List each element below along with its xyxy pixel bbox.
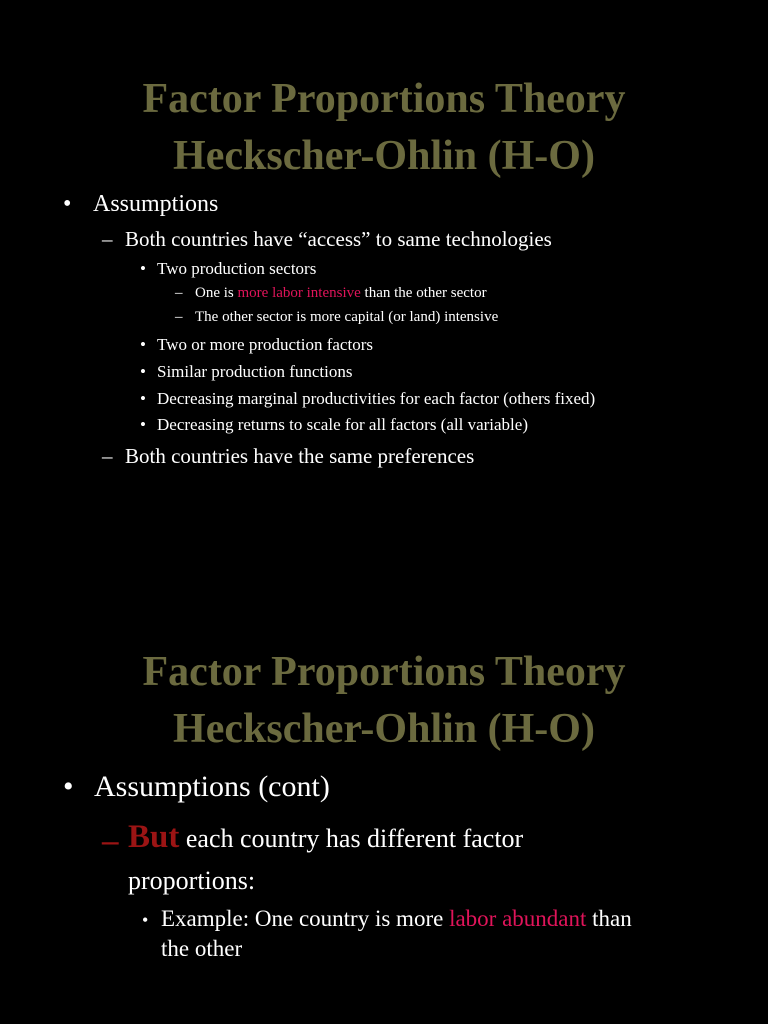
bullet-icon: • — [63, 770, 74, 803]
labor-highlight: more labor intensive — [237, 285, 361, 301]
but-rest-line-2: proportions: — [128, 866, 256, 895]
labor-pre: One is — [195, 285, 238, 301]
dash-icon: – — [102, 444, 113, 468]
bullet-icon: • — [140, 335, 146, 354]
example-post: than — [586, 906, 632, 931]
marginal-text: Decreasing marginal productivities for each factor (others fixed) — [157, 389, 596, 408]
two-sectors-text: Two production sectors — [157, 259, 317, 278]
bullet-marginal — [140, 389, 596, 409]
example-line-1 — [161, 906, 632, 932]
preferences-text: Both countries have the same preferences — [125, 444, 475, 468]
but-rest-line-1: each country has different factor — [179, 824, 524, 853]
bullet-functions — [140, 362, 353, 382]
slide-2-title-line-2: Heckscher-Ohlin (H-O) — [173, 706, 595, 752]
slide-2 — [0, 512, 768, 1024]
functions-text: Similar production functions — [157, 362, 353, 381]
labor-post: than the other sector — [360, 285, 487, 301]
bullet-preferences — [102, 444, 475, 469]
bullet-two-sectors — [140, 259, 317, 279]
slide-2-title — [0, 644, 768, 758]
bullet-example — [142, 906, 632, 932]
bullet-factors — [140, 335, 373, 355]
example-line-2 — [161, 936, 242, 962]
dash-icon: – — [102, 227, 113, 251]
slide-2-title-line-1: Factor Proportions Theory — [142, 649, 626, 695]
example-highlight: labor abundant — [449, 906, 587, 931]
slide-1-title-line-1: Factor Proportions Theory — [142, 76, 626, 122]
bullet-assumptions — [63, 191, 219, 218]
bullet-capital-intensive — [175, 309, 499, 326]
example-line-2-text: the other — [161, 936, 243, 961]
bullet-icon: • — [140, 362, 146, 381]
labor-intensive-text — [195, 285, 487, 302]
but-word: But — [128, 819, 180, 855]
dash-icon: – — [102, 823, 119, 859]
bullet-assumptions-cont — [63, 770, 330, 804]
slide-1-title — [0, 71, 768, 185]
factors-text: Two or more production factors — [157, 335, 373, 354]
bullet-icon: • — [140, 259, 146, 278]
slide-1-title-line-2: Heckscher-Ohlin (H-O) — [173, 133, 595, 179]
tech-access-text: Both countries have “access” to same technologies — [125, 227, 552, 251]
assumptions-cont-text: Assumptions (cont) — [94, 770, 330, 803]
example-pre: Example: One country is more — [161, 906, 450, 931]
bullet-returns — [140, 415, 528, 435]
dash-icon: – — [175, 309, 183, 325]
bullet-icon: • — [140, 415, 146, 434]
bullet-but — [102, 819, 524, 860]
bullet-icon: • — [140, 389, 146, 408]
assumptions-text: Assumptions — [93, 191, 219, 217]
but-line-2 — [128, 866, 255, 896]
dash-icon: – — [175, 285, 183, 301]
capital-text: The other sector is more capital (or land) intensive — [195, 309, 499, 325]
bullet-icon: • — [142, 910, 149, 930]
bullet-tech-access — [102, 227, 552, 252]
bullet-icon: • — [63, 191, 72, 217]
bullet-labor-intensive — [175, 285, 487, 302]
returns-text: Decreasing returns to scale for all factors (all variable) — [157, 415, 528, 434]
but-line-1 — [128, 819, 523, 856]
